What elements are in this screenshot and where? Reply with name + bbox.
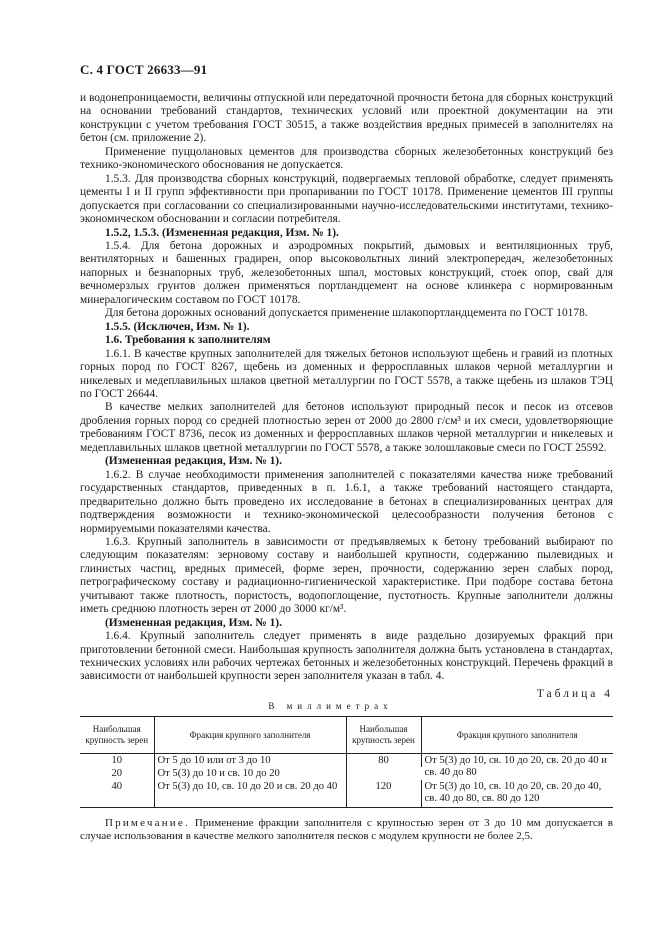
paragraph: 1.5.3. Для производства сборных конструкций, подвергаемых тепловой обработке, следует применять цементы I и II групп эффективности при пропаривании по ГОСТ 10178. Применение цементов III группы допускается при согласовании со специализированными научно-исследовательскими институтами, технико-экономическом обосновании и согласии потребителя. [80, 172, 613, 226]
table-cell [346, 767, 421, 780]
table-cell: 40 [80, 780, 154, 808]
paragraph: В качестве мелких заполнителей для бетонов используют природный песок и песок из отсевов дробления горных пород со средней плотностью зерен от 2000 до 2800 г/см³ и их смеси, удовлетворяющие требованиям ГОСТ 8736, песок из доменных и ферросплавных шлаков черной металлургии и никелевых и медеплавильных шлаков цветной металлургии по ГОСТ 5578, а также золошлаковые смеси по ГОСТ 25592. [80, 401, 613, 454]
table-header-row [80, 717, 613, 754]
table-row [80, 780, 613, 808]
page-header: С. 4 ГОСТ 26633—91 [80, 62, 208, 77]
note-label: Примечание. [105, 817, 190, 829]
table-header-cell: Наибольшая крупность зерен [346, 717, 421, 754]
note-text: Применение фракции заполнителя с крупностью зерен от 3 до 10 мм допускается в случае использования в качестве мелкого заполнителя песков с модулем крупности не более 2,5. [80, 817, 613, 843]
paragraph: 1.6.1. В качестве крупных заполнителей для тяжелых бетонов используют щебень и гравий из плотных горных пород по ГОСТ 8267, щебень из доменных и ферросплавных шлаков черной металлургии и никелевых и медеплавильных шлаков цветной металлургии по ГОСТ 5578, а также щебень из шлаков ТЭЦ по ГОСТ 26644. [80, 347, 613, 400]
table-units: В миллиметрах [268, 701, 393, 711]
paragraph: Для бетона дорожных оснований допускается применение шлакопортландцемента по ГОСТ 10178. [105, 307, 588, 320]
table-cell: От 5(3) до 10, св. 10 до 20, св. 20 до 40 и св. 40 до 80 [424, 755, 607, 778]
table-header-cell: Наибольшая крупность зерен [80, 717, 154, 754]
table-caption: Таблица 4 [536, 688, 613, 700]
table-cell: От 5(3) до 10, св. 10 до 20, св. 20 до 40, св. 40 до 80, св. 80 до 120 [421, 780, 613, 808]
table-cell: 80 [346, 754, 421, 768]
table-cell: 20 [80, 767, 154, 780]
amendment-note: 1.5.5. (Исключен, Изм. № 1). [105, 320, 250, 333]
table-header-cell: Фракция крупного заполнителя [421, 717, 613, 754]
amendment-note: (Измененная редакция, Изм. № 1). [105, 455, 282, 468]
fractions-table [80, 716, 613, 808]
paragraph: Применение пуццолановых цементов для производства сборных железобетонных конструкций без технико-экономического обоснования не допускается. [80, 145, 613, 172]
table-cell: От 5 до 10 или от 3 до 10 [154, 754, 346, 768]
paragraph: 1.6.3. Крупный заполнитель в зависимости от предъявляемых к бетону требований выбирают по следующим показателям: зерновому составу и наибольшей крупности, содержанию пылевидных и глинистых частиц, вредных примесей, форме зерен, прочности, содержанию зерен слабых пород, петрографическому составу и радиационно-гигиенической характеристике. При подборе состава бетона учитывают также плотность, пористость, водопоглощение, пустотность. Крупные заполнители должны иметь среднюю плотность зерен от 2000 до 3000 кг/м³. [80, 535, 613, 616]
table-cell: От 5(3) до 10, св. 10 до 20 и св. 20 до 40 [154, 780, 346, 808]
amendment-note: (Измененная редакция, Изм. № 1). [105, 616, 282, 629]
paragraph: и водонепроницаемости, величины отпускной или передаточной прочности бетона для сборных конструкций на основании требований стандартов, технических условий или проектной документации на эти конструкции с учетом требования ГОСТ 30515, а также воздействия вредных примесей в заполнителях на бетон (см. приложение 2). [80, 92, 613, 145]
table-cell: 10 [80, 754, 154, 768]
amendment-note: 1.5.2, 1.5.3. (Измененная редакция, Изм. № 1). [105, 226, 339, 239]
paragraph: 1.6.4. Крупный заполнитель следует применять в виде раздельно дозируемых фракций при приготовлении бетонной смеси. Наибольшая крупность заполнителя должна быть установлена в стандартах, технических условиях или рабочих чертежах бетонных и железобетонных конструкций. Перечень фракций в зависимости от наибольшей крупности зерен заполнителя указан в табл. 4. [80, 630, 613, 683]
paragraph: 1.6.2. В случае необходимости применения заполнителей с показателями качества ниже требований государственных стандартов, приведенных в п. 1.6.1, а также требований настоящего стандарта, предварительно должно быть проведено их исследование в бетонах в специализированных центрах для подтверждения возможности и технико-экономической целесообразности получения бетонов с нормируемыми показателями качества. [80, 468, 613, 535]
table-header-cell: Фракция крупного заполнителя [154, 717, 346, 754]
document-body [80, 92, 613, 684]
table-cell: 120 [346, 780, 421, 808]
table-cell: От 5(3) до 10 и св. 10 до 20 [154, 767, 346, 780]
table-row [80, 754, 613, 768]
section-heading: 1.6. Требования к заполнителям [105, 334, 271, 347]
table-note [80, 817, 613, 844]
paragraph: 1.5.4. Для бетона дорожных и аэродромных покрытий, дымовых и вентиляционных труб, вентиляторных и башенных градирен, опор высоковольтных линий электропередач, железобетонных напорных и безнапорных труб, железобетонных шпал, мостовых конструкций, стоек опор, свай для вечномерзлых грунтов должен применяться портландцемент на основе клинкера с нормированным минералогическим составом по ГОСТ 10178. [80, 239, 613, 306]
